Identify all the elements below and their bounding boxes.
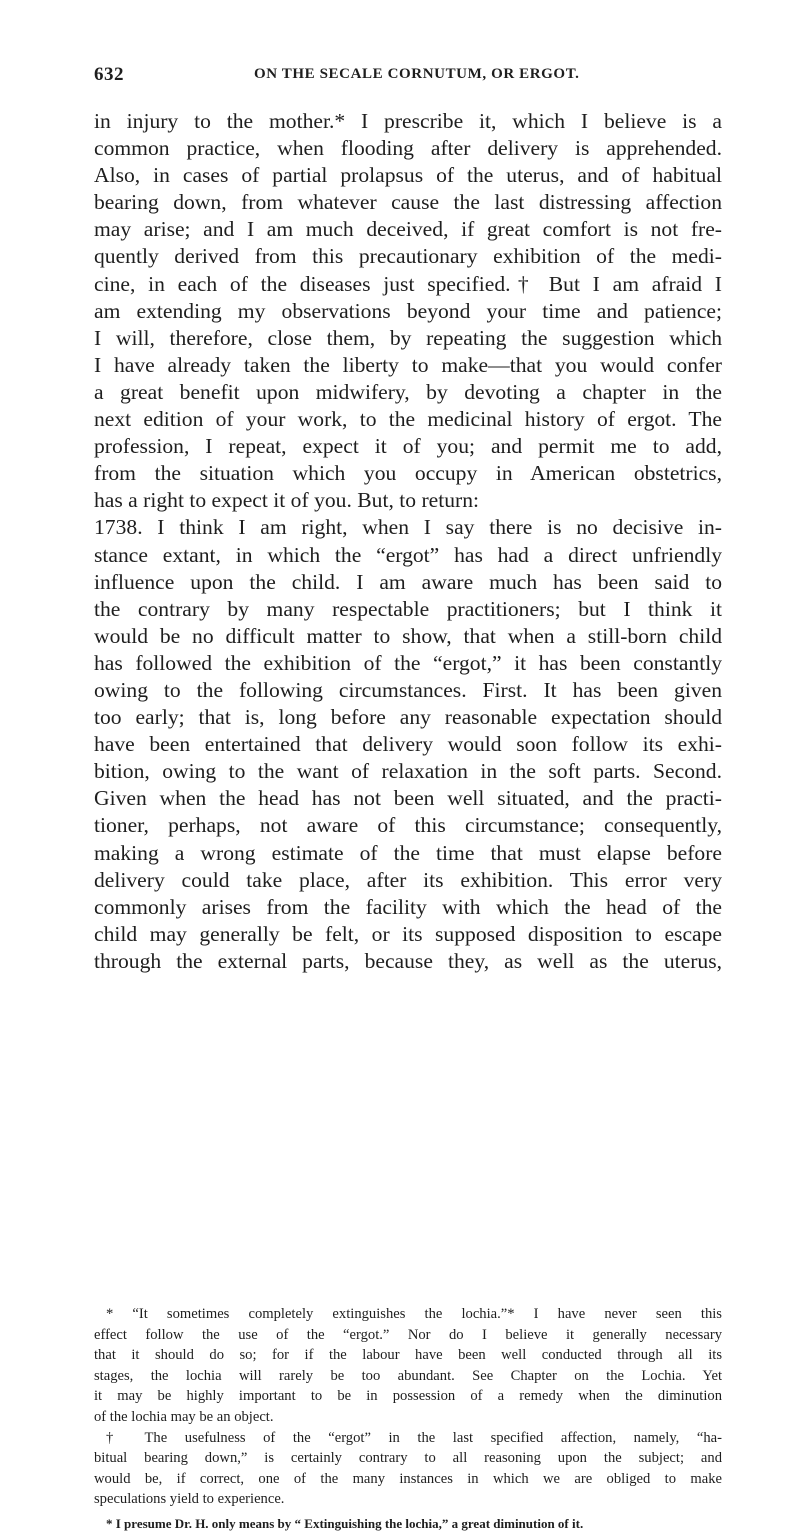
- body-line: next edition of your work, to the medicinal history of ergot. The: [94, 407, 722, 432]
- body-line: the contrary by many respectable practitioners; but I think it: [94, 596, 722, 621]
- footnote-line: * “It sometimes completely extinguishes the lochia.”* I have never seen this: [106, 1306, 722, 1322]
- footnote-line: speculations yield to experience.: [94, 1491, 285, 1508]
- page-number: 632: [94, 64, 124, 85]
- footnote-line: that it should do so; for if the labour have been well conducted through all its: [94, 1347, 722, 1364]
- body-line: cine, in each of the diseases just specified.† But I am afraid I: [94, 271, 722, 296]
- editor-note: * I presume Dr. H. only means by “ Extinguishing the lochia,” a great diminution of it.: [106, 1515, 584, 1531]
- body-line: quently derived from this precautionary exhibition of the medi-: [94, 244, 722, 269]
- body-line: owing to the following circumstances. First. It has been given: [94, 677, 722, 702]
- footnote-line: stages, the lochia will rarely be too abundant. See Chapter on the Lochia. Yet: [94, 1367, 722, 1384]
- body-line: common practice, when flooding after delivery is apprehended.: [94, 136, 722, 161]
- body-line: has followed the exhibition of the “ergot,” it has been constantly: [94, 650, 722, 675]
- body-line: influence upon the child. I am aware much has been said to: [94, 569, 722, 594]
- body-line: has a right to expect it of you. But, to return:: [94, 488, 480, 513]
- body-line: child may generally be felt, or its supposed disposition to escape: [94, 921, 722, 946]
- body-text: [94, 108, 722, 975]
- body-line: may arise; and I am much deceived, if great comfort is not fre-: [94, 217, 722, 242]
- body-line: through the external parts, because they, as well as the uterus,: [94, 948, 722, 973]
- footnote-line: bitual bearing down,” is certainly contrary to all reasoning upon the subject; and: [94, 1450, 722, 1467]
- footnote-line: it may be highly important to be in possession of a remedy when the diminution: [94, 1388, 722, 1405]
- body-line: making a wrong estimate of the time that must elapse before: [94, 840, 722, 865]
- body-line: I will, therefore, close them, by repeating the suggestion which: [94, 325, 722, 350]
- body-line: profession, I repeat, expect it of you; and permit me to add,: [94, 434, 722, 459]
- body-line: from the situation which you occupy in American obstetrics,: [94, 461, 722, 486]
- footnote-line: † The usefulness of the “ergot” in the last specified affection, namely, “ha-: [106, 1429, 722, 1446]
- paragraph-1738-line: 1738. I think I am right, when I say there is no decisive in-: [94, 515, 722, 540]
- running-head: ON THE SECALE CORNUTUM, OR ERGOT.: [254, 66, 580, 82]
- body-line: bearing down, from whatever cause the last distressing affection: [94, 190, 722, 215]
- body-line: tioner, perhaps, not aware of this circumstance; consequently,: [94, 813, 722, 838]
- page-header: [94, 64, 722, 88]
- footnotes: [94, 1304, 722, 1535]
- body-line: bition, owing to the want of relaxation in the soft parts. Second.: [94, 759, 722, 784]
- body-line: stance extant, in which the “ergot” has had a direct unfriendly: [94, 542, 722, 567]
- body-line: a great benefit upon midwifery, by devoting a chapter in the: [94, 379, 722, 404]
- body-line: too early; that is, long before any reasonable expectation should: [94, 705, 722, 730]
- body-line: have been entertained that delivery would soon follow its exhi-: [94, 732, 722, 757]
- body-line: delivery could take place, after its exhibition. This error very: [94, 867, 722, 892]
- body-line: Also, in cases of partial prolapsus of the uterus, and of habitual: [94, 163, 722, 188]
- body-line: in injury to the mother.* I prescribe it, which I believe is a: [94, 109, 722, 133]
- body-line: would be no difficult matter to show, that when a still-born child: [94, 623, 722, 648]
- body-line: am extending my observations beyond your time and patience;: [94, 298, 722, 323]
- footnote-line: would be, if correct, one of the many instances in which we are obliged to make: [94, 1470, 722, 1487]
- body-line: commonly arises from the facility with which the head of the: [94, 894, 722, 919]
- body-line: Given when the head has not been well situated, and the practi-: [94, 786, 722, 811]
- body-line: I have already taken the liberty to make—that you would confer: [94, 352, 722, 377]
- footnote-line: of the lochia may be an object.: [94, 1408, 274, 1425]
- footnote-line: effect follow the use of the “ergot.” Nor do I believe it generally necessary: [94, 1326, 722, 1343]
